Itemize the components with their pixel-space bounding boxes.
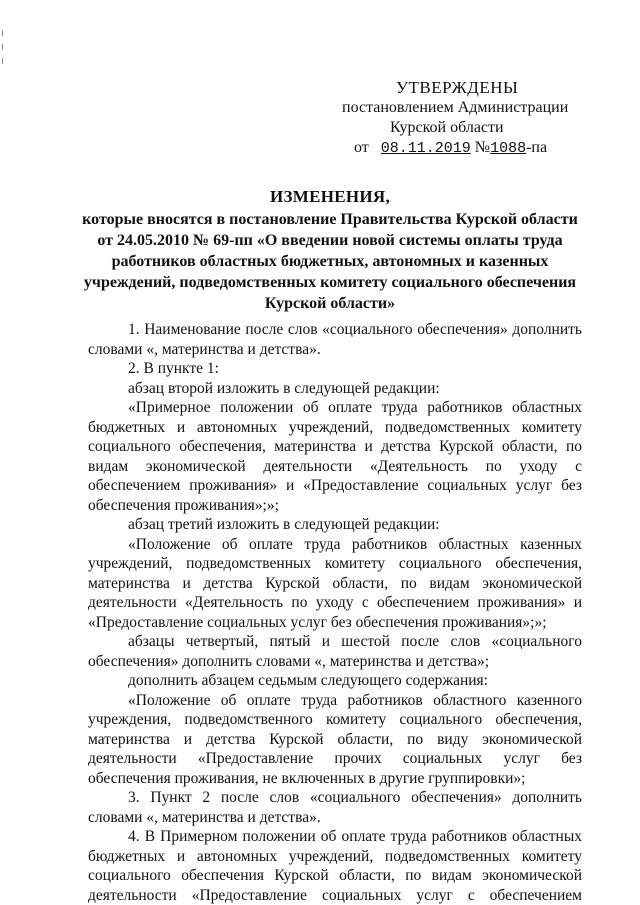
scan-margin-marks [2,30,4,80]
approval-block [330,78,590,159]
approval-date-line [330,138,590,159]
paragraph: 2. В пункте 1: [128,360,219,377]
paragraph: абзац второй изложить в следующей редакции: [128,379,440,397]
paragraph: «Положение об оплате труда работников областного казенного учреждения, подведомственного комитету социального обеспечения, материнства и детства Курской области, по виду экономической деятельности «Предоставление прочих социальных услуг без обеспечения проживания, не включенных в другие группировки»; [88,691,582,787]
number-sign: № [474,139,491,156]
paragraph: «Положение об оплате труда работников областных казенных учреждений, подведомственных комитету социального обеспечения, материнства и детства Курской области, по видам экономической деятельности «Деятельность по уходу с обеспечением проживания» и «Предоставление социальных услуг без обеспечения проживания»;»; [88,535,582,631]
paragraph: «Примерное положении об оплате труда работников областных бюджетных и автономных учреждений, подведомственных комитету социального обеспечения, материнства и детства Курской области, по видам экономической деятельности «Деятельность по уходу с обеспечением проживания» и «Предоставление социальных услуг без обеспечения проживания»;»; [88,399,582,514]
approval-line-1: постановлением Администрации [342,99,569,116]
heading-title: ИЗМЕНЕНИЯ, [269,187,391,206]
number-value: 1088 [490,140,527,157]
document-body [88,320,582,905]
paragraph: дополнить абзацем седьмым следующего содержания: [128,672,488,689]
paragraph: 4. В Примерном положении об оплате труда работников областных бюджетных и автономных учреждений, подведомственных комитету социального обеспечения Курской области, по видам экономической деятельности «Предоставление социальных услуг с обеспечением [88,828,582,904]
number-suffix: -па [526,139,548,156]
heading-line: учреждений, подведомственных комитету социального обеспечения [83,274,577,291]
approval-line-2: Курской области [390,119,504,136]
margin-mark [2,58,3,64]
margin-mark [2,30,3,36]
heading-line: Курской области» [264,295,396,312]
paragraph: абзац третий изложить в следующей редакции: [128,516,440,533]
approval-title: УТВЕРЖДЕНЫ [396,78,519,97]
paragraph: 1. Наименование после слов «социального обеспечения» дополнить словами «, материнства и детства». [88,321,582,358]
margin-mark [2,44,3,50]
heading-line: работников областных бюджетных, автономных и казенных [111,253,549,270]
document-heading [80,186,580,314]
date-prefix: от [354,139,369,156]
paragraph: абзацы четвертый, пятый и шестой после слов «социального обеспечения» дополнить словами «, материнства и детства»; [88,633,582,670]
date-value: 08.11.2019 [380,140,471,157]
heading-line: от 24.05.2010 № 69-пп «О введении новой системы оплаты труда [97,232,563,249]
paragraph: 3. Пункт 2 после слов «социального обеспечения» дополнить словами «, материнства и детства». [88,789,582,826]
heading-line: которые вносятся в постановление Правительства Курской области [82,211,578,228]
